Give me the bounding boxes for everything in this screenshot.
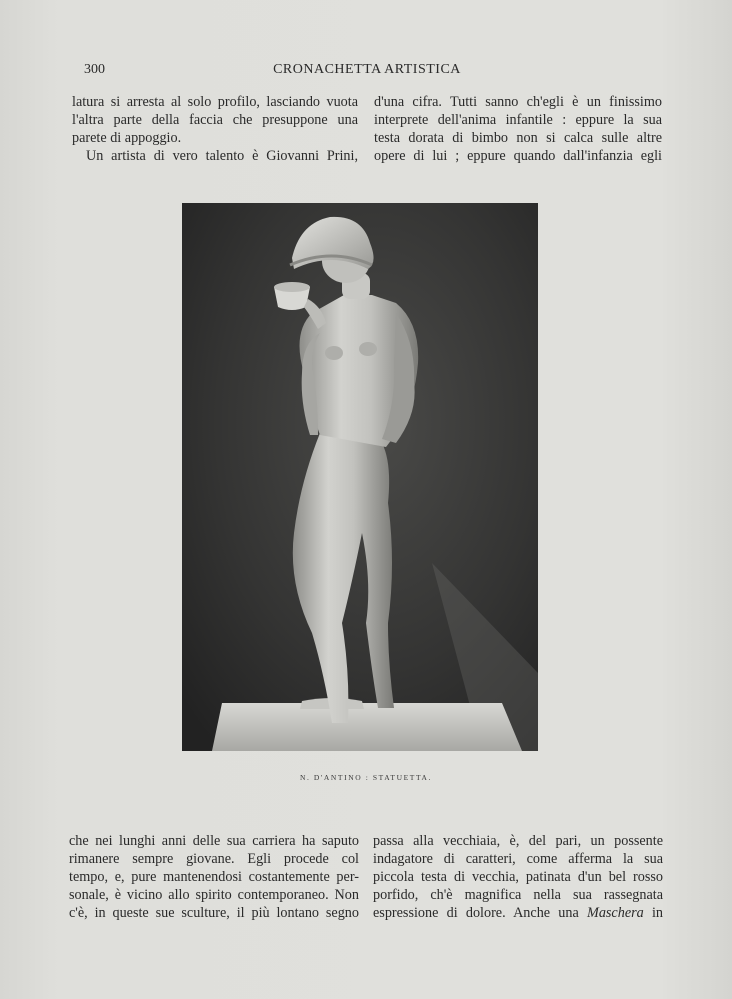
text-line: latura si arresta al solo profilo, lasciando vuota <box>72 94 358 110</box>
page-header <box>72 62 662 82</box>
text-line: rimanere sempre giovane. Egli procede col <box>69 851 359 867</box>
text-column-bottom-right <box>373 832 663 922</box>
text-line: Un artista di vero talento è Giovanni Prini, <box>86 148 358 164</box>
text-line: piccola testa di vecchia, patinata d'un bel rosso <box>373 869 663 885</box>
text-column-top-left <box>72 93 358 165</box>
text-line: opere di lui ; eppure quando dall'infanzia egli <box>374 148 662 164</box>
text-line: porfido, ch'è magnifica nella sua rassegnata <box>373 887 663 903</box>
text-fragment: espressione di dolore. Anche una <box>373 905 579 921</box>
text-line: indagatore di caratteri, come afferma la sua <box>373 851 663 867</box>
text-line: c'è, in queste sue sculture, il più lontano segno <box>69 905 359 921</box>
text-line: interprete dell'anima infantile : eppure la sua <box>374 112 662 128</box>
statuette-illustration <box>182 203 538 751</box>
text-line: passa alla vecchiaia, è, del pari, un possente <box>373 833 663 849</box>
text-line: tempo, e, pure mantenendosi costantemente per- <box>69 869 359 885</box>
running-title: CRONACHETTA ARTISTICA <box>273 62 461 77</box>
text-line: sonale, è vicino allo spirito contemporaneo. Non <box>69 887 359 903</box>
text-line: l'altra parte della faccia che presuppone una <box>72 112 358 128</box>
text-line: testa dorata di bimbo non si calca sulle altre <box>374 130 662 146</box>
text-line: parete di appoggio. <box>72 130 182 146</box>
italic-word: Maschera <box>587 905 644 921</box>
text-line-with-italic <box>373 904 663 922</box>
text-line: che nei lunghi anni delle sua carriera ha saputo <box>69 833 359 849</box>
text-fragment: in <box>643 905 663 921</box>
page-number: 300 <box>84 62 105 77</box>
figure-caption: N. D'ANTINO : STATUETTA. <box>299 773 433 782</box>
text-line: d'una cifra. Tutti sanno ch'egli è un finissimo <box>374 94 662 110</box>
text-column-top-right <box>374 93 662 165</box>
text-column-bottom-left <box>69 832 359 922</box>
statuette-photograph <box>182 203 538 751</box>
